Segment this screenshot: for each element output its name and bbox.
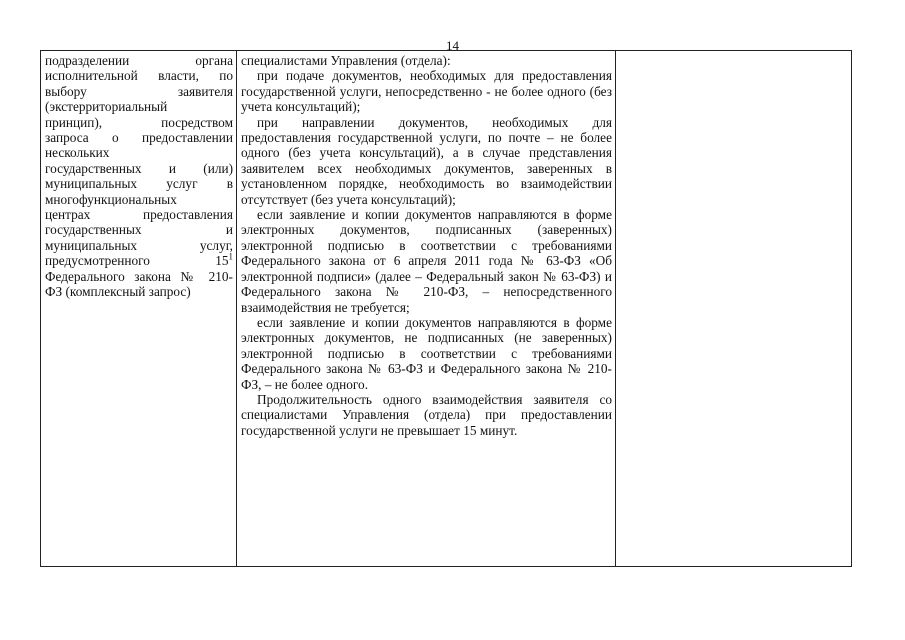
col1-line-text: предусмотренного 15	[45, 253, 229, 269]
col1-line: государственных и	[45, 222, 233, 238]
col1-line: ФЗ (комплексный запрос)	[45, 284, 191, 300]
col1-line: центрах предоставления	[45, 207, 233, 223]
col2-paragraph: при подаче документов, необходимых для предоставления государственной услуги, непосредственно - не более одного (без учета консультаций);	[241, 68, 612, 115]
col1-line: выбору заявителя	[45, 83, 233, 99]
col2-paragraph: Продолжительность одного взаимодействия заявителя со специалистами Управления (отдела) при предоставлении государственной услуги не превышает 15 минут.	[241, 391, 612, 438]
col1-line: подразделении органа	[45, 53, 233, 68]
col1-line: запроса о предоставлении	[45, 130, 233, 146]
col2-paragraph: при направлении документов, необходимых для предоставления государственной услуги, по почте – не более одного (без учета консультаций), а в случае представления заявителем всех необходимых документов, заверенных в установленном порядке, необходимость во взаимодействии отсутствует (без учета консультаций);	[241, 114, 612, 207]
table-column-1	[41, 51, 237, 566]
col2-paragraph: специалистами Управления (отдела):	[241, 53, 451, 68]
col1-line: муниципальных услуг,	[45, 237, 233, 253]
col1-line: Федерального закона № 210-	[45, 268, 233, 284]
col1-line: исполнительной власти, по	[45, 68, 233, 84]
col1-line: многофункциональных	[45, 191, 177, 207]
col2-paragraph: если заявление и копии документов направляются в форме электронных документов, подписанных (заверенных) электронной подписью в соответствии с требованиями Федерального закона от 6 апреля 2011 года № 63-ФЗ «Об электронной подписи» (далее – Федеральный закон № 63-ФЗ) и Федерального закона № 210-ФЗ, – непосредственного взаимодействия не требуется;	[241, 207, 612, 315]
table-column-3	[616, 51, 851, 566]
footnote-superscript: 1	[228, 251, 233, 262]
col2-paragraph: если заявление и копии документов направляются в форме электронных документов, не подписанных (не заверенных) электронной подписью в соответствии с требованиями Федерального закона № 63-ФЗ и Федерального закона № 210-ФЗ, – не более одного.	[241, 314, 612, 392]
table-column-2	[237, 51, 616, 566]
document-table	[40, 50, 852, 567]
col1-line	[45, 253, 233, 268]
col1-line: государственных и (или)	[45, 160, 233, 176]
col1-line: муниципальных услуг в	[45, 176, 233, 192]
col1-line: нескольких	[45, 145, 110, 161]
col1-line: (экстерриториальный	[45, 99, 168, 115]
page-number: 14	[446, 38, 459, 53]
col1-line: принцип), посредством	[45, 114, 233, 130]
